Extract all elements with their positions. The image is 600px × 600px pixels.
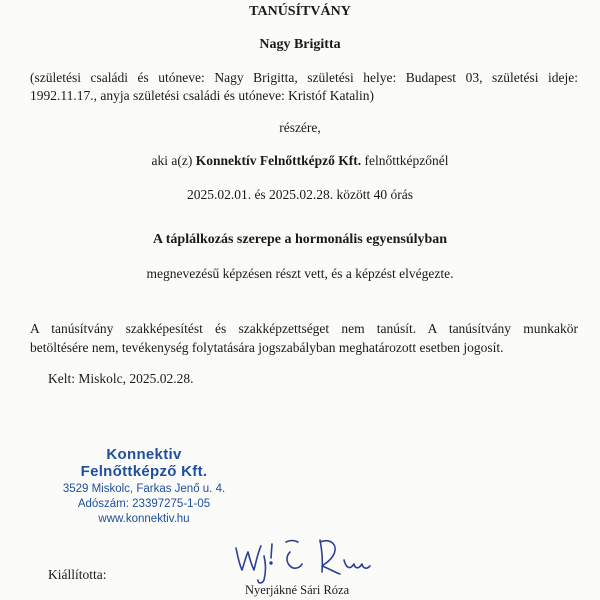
legal-notice-line2: betöltésére nem, tevékenység folytatására jogszabályban meghatározott esetben jogosít. <box>30 340 504 355</box>
provider-prefix: aki a(z) <box>151 153 193 168</box>
provider-suffix: felnőttképzőnél <box>364 153 449 168</box>
course-title: A táplálkozás szerepe a hormonális egyensúlyban <box>152 232 448 247</box>
reszere-text: részére, <box>279 120 321 135</box>
signature-icon <box>228 526 408 586</box>
document-title: TANÚSÍTVÁNY <box>249 4 351 19</box>
training-dates: 2025.02.01. és 2025.02.28. között 40 órás <box>186 187 414 202</box>
stamp-tax-number: Adószám: 23397275-1-05 <box>77 498 211 510</box>
stamp-address: 3529 Miskolc, Farkas Jenő u. 4. <box>62 483 226 495</box>
issue-date: Kelt: Miskolc, 2025.02.28. <box>48 371 194 386</box>
birth-details-line2: 1992.11.17., anyja születési családi és utóneve: Kristóf Katalin) <box>30 88 375 103</box>
provider-line <box>0 152 600 169</box>
birth-details-line1: (születési családi és utóneve: Nagy Brigitta, születési helye: Budapest 03, születési ideje: <box>30 70 578 85</box>
legal-notice-line1: A tanúsítvány szakképesítést és szakképzettséget nem tanúsít. A tanúsítvány munkakör <box>30 321 578 336</box>
recipient-name: Nagy Brigitta <box>259 37 341 52</box>
birth-details <box>30 69 578 105</box>
signer-name: Nyerjákné Sári Róza <box>245 583 350 597</box>
issued-by-label: Kiállította: <box>48 567 107 582</box>
completion-text: megnevezésű képzésen részt vett, és a képzést elvégezte. <box>146 266 454 281</box>
stamp-line2: Felnőttképző Kft. <box>80 463 208 480</box>
provider-name: Konnektív Felnőttképző Kft. <box>195 153 362 168</box>
legal-notice <box>30 319 578 357</box>
stamp-website: www.konnektiv.hu <box>98 513 190 525</box>
stamp-line1: Konnektiv <box>106 446 182 463</box>
company-stamp <box>44 446 244 527</box>
